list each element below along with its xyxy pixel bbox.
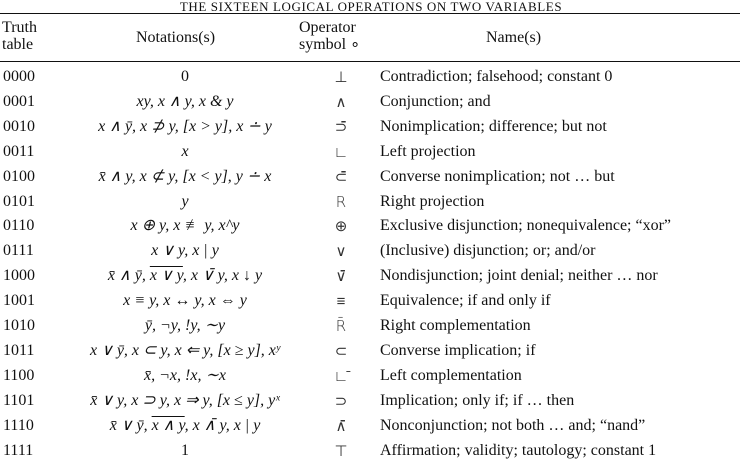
operator-symbol: ∨̄ [335,267,347,286]
operation-name: Nonimplication; difference; but not [380,117,607,135]
overlined-expression: x ∧ y [151,416,185,434]
notation-text: x̄ ∧ ȳ, [107,267,150,285]
truth-table-cell: 0100 [3,167,35,185]
notation-cell [40,140,330,164]
truth-table-cell: 1000 [3,267,35,285]
operator-symbol: ∧̄ [335,416,347,435]
header-truth-line1: Truth [2,19,37,36]
table-row [0,289,742,313]
table-row [0,339,742,363]
operation-name: Contradiction; falsehood; constant 0 [380,68,613,85]
notation-cell [40,115,330,139]
notation-text: x [181,142,189,160]
table-title: THE SIXTEEN LOGICAL OPERATIONS ON TWO VARIABLES [179,0,563,14]
operator-symbol: R [335,192,347,211]
operation-name: Implication; only if; if … then [380,391,575,409]
header-operator-line2: symbol ∘ [299,36,361,53]
operator-symbol: ∟̄ [333,366,349,385]
operator-symbol: ⊕ [334,217,348,236]
notation-text: x ∧ ȳ, x ⊅ y, [x > y], x ∸ y [98,117,272,135]
operator-symbol: ⊂ [334,341,348,360]
table-row [0,239,742,263]
operation-name: Right projection [380,192,485,210]
notation-text: ȳ, ¬y, !y, ∼y [144,317,226,334]
overlined-expression: x ∨ y [149,267,183,285]
notation-cell [40,414,330,438]
operator-symbol: ⊤ [334,441,348,460]
header-operator [299,19,360,53]
truth-table-cell: 0000 [3,68,35,85]
truth-table-cell: 1100 [3,366,35,384]
truth-table-cell: 0001 [3,92,35,110]
notation-text: x ∨ y, x | y [151,242,219,260]
notation-cell [40,214,330,238]
table-row [0,190,742,214]
truth-table-cell: 0110 [3,217,35,235]
notation-text: x ≡ y, x ↔ y, x ⇔ y [123,292,247,310]
operator-symbol: ≡ [336,292,346,311]
notation-text: xy, x ∧ y, x & y [136,92,234,110]
header-notations: Notations(s) [136,29,216,46]
truth-table-cell: 1110 [3,416,34,434]
truth-table-cell: 1111 [3,441,34,459]
operator-symbol: ∟ [333,142,349,161]
truth-table-cell: 0010 [3,117,35,135]
header-rule [0,61,740,62]
table-row [0,115,742,139]
notation-text: , x ∨̄ y, x ↓ y [182,267,263,285]
operation-name: Conjunction; and [380,92,491,110]
operator-symbol: ⊃ [334,391,348,410]
notation-text: 0 [181,68,189,85]
operator-symbol: ⊂̄ [334,167,348,186]
table-row [0,264,742,288]
notation-text: , x ∧̄ y, x | y [184,416,261,434]
notation-text: x̄, ¬x, !x, ∼x [144,366,226,384]
notation-cell [40,439,330,463]
table-row [0,364,742,388]
notation-text: y [181,192,189,210]
notation-text: x ∨ ȳ, x ⊂ y, x ⇐ y, [x ≥ y], xʸ [90,341,280,359]
operator-symbol: ⊃̄ [334,117,348,136]
top-rule [0,13,740,14]
truth-table-cell: 1011 [3,341,35,359]
operation-name: Converse implication; if [380,341,536,359]
table-row [0,389,742,413]
notation-cell [40,389,330,413]
table-row [0,140,742,164]
header-names: Name(s) [486,29,542,46]
truth-table-cell: 0111 [3,242,34,260]
table-row [0,439,742,463]
truth-table-cell: 0011 [3,142,35,160]
header-operator-line1: Operator [299,19,356,36]
notation-text: x̄ ∨ ȳ, [109,416,152,434]
notation-cell [40,65,330,89]
operation-name: Exclusive disjunction; nonequivalence; “xor” [380,217,672,235]
notation-cell [40,339,330,363]
notation-cell [40,264,330,288]
header-truth-line2: table [2,36,34,53]
operator-symbol: ∨ [335,242,347,261]
operation-name: Left projection [380,142,476,160]
truth-table-cell: 1101 [3,391,35,409]
notation-text: x̄ ∨ y, x ⊃ y, x ⇒ y, [x ≤ y], yˣ [90,391,280,409]
notation-text: x ⊕ y, x ≢ y, x^y [130,217,240,235]
truth-table-cell: 1010 [3,317,35,334]
notation-cell [40,289,330,313]
operator-symbol: ⊥ [334,68,348,86]
operation-name: Right complementation [380,317,531,334]
operation-name: Left complementation [380,366,522,384]
notation-cell [40,314,330,338]
operation-name: (Inclusive) disjunction; or; and/or [380,242,596,260]
operation-name: Converse nonimplication; not … but [380,167,615,185]
notation-text: 1 [181,441,189,459]
table-row [0,65,742,89]
table-row [0,90,742,114]
notation-cell [40,364,330,388]
notation-cell [40,239,330,263]
table-row [0,414,742,438]
notation-cell [40,190,330,214]
operation-name: Nondisjunction; joint denial; neither … nor [380,267,658,285]
operation-name: Equivalence; if and only if [380,292,551,310]
operator-symbol: ∧ [335,92,347,111]
notation-text: x̄ ∧ y, x ⊄ y, [x < y], y ∸ x [98,167,272,185]
table-row [0,165,742,189]
operation-name: Nonconjunction; not both … and; “nand” [380,416,646,434]
truth-table-cell: 1001 [3,292,35,310]
table-row [0,314,742,338]
header-truth-table [2,19,37,53]
notation-cell [40,90,330,114]
operator-symbol: R̄ [335,317,347,335]
operation-name: Affirmation; validity; tautology; constant 1 [380,441,657,459]
table-row [0,214,742,238]
notation-cell [40,165,330,189]
truth-table-cell: 0101 [3,192,35,210]
